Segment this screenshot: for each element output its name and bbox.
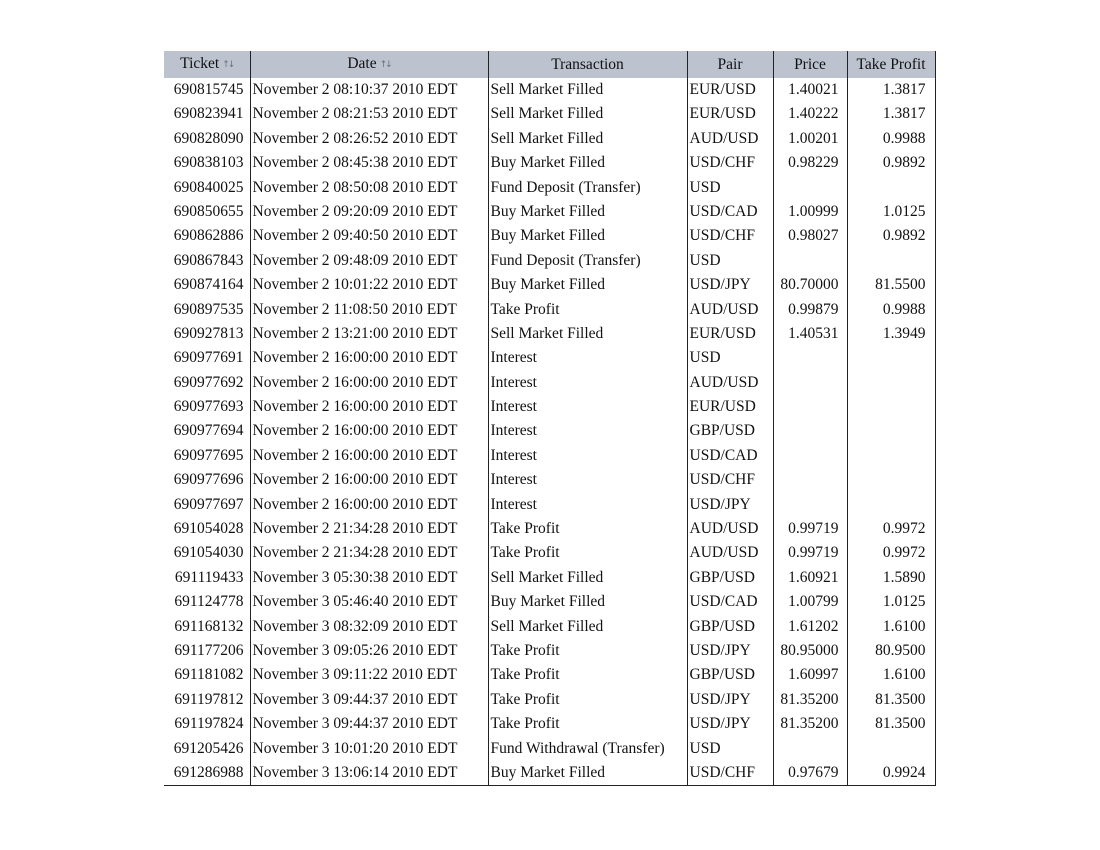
price-cell (773, 419, 847, 443)
table-row (164, 200, 935, 224)
date-cell: November 2 09:40:50 2010 EDT (250, 224, 488, 248)
ticket-cell: 690874164 (173, 276, 244, 294)
pair-cell: USD/CAD (687, 590, 773, 614)
pair-cell: USD/CAD (687, 444, 773, 468)
ticket-cell: 690977697 (173, 495, 244, 513)
date-cell: November 2 16:00:00 2010 EDT (250, 371, 488, 395)
ticket-cell: 691181082 (174, 666, 244, 684)
price-cell: 0.98027 (773, 224, 847, 248)
date-cell: November 2 16:00:00 2010 EDT (250, 419, 488, 443)
take-profit-cell (847, 737, 935, 761)
table-row (164, 493, 935, 517)
price-cell (773, 346, 847, 370)
pair-cell: USD (687, 346, 773, 370)
price-cell (773, 444, 847, 468)
table-row (164, 541, 935, 565)
date-cell: November 2 11:08:50 2010 EDT (250, 298, 488, 322)
table-row (164, 249, 935, 273)
date-cell: November 2 09:20:09 2010 EDT (250, 200, 488, 224)
price-cell (773, 468, 847, 492)
table-row (164, 102, 935, 126)
date-cell: November 3 09:11:22 2010 EDT (250, 663, 488, 687)
price-cell (773, 395, 847, 419)
transaction-cell: Sell Market Filled (488, 615, 687, 639)
pair-cell: USD/CAD (687, 200, 773, 224)
pair-cell: USD (687, 737, 773, 761)
ticket-cell: 690867843 (173, 251, 244, 269)
table-row (164, 590, 935, 614)
column-header-ticket[interactable] (164, 51, 250, 78)
ticket-cell: 691054028 (173, 520, 244, 538)
transaction-cell: Sell Market Filled (488, 78, 687, 102)
transaction-cell: Sell Market Filled (488, 127, 687, 151)
take-profit-cell (847, 176, 935, 200)
transaction-cell: Sell Market Filled (488, 566, 687, 590)
ticket-cell: 691168132 (174, 617, 244, 635)
transaction-cell: Fund Deposit (Transfer) (488, 176, 687, 200)
pair-cell: EUR/USD (687, 78, 773, 102)
pair-cell: EUR/USD (687, 322, 773, 346)
date-cell: November 2 10:01:22 2010 EDT (250, 273, 488, 297)
pair-cell: AUD/USD (687, 298, 773, 322)
pair-cell: AUD/USD (687, 127, 773, 151)
take-profit-cell: 1.3949 (847, 322, 935, 346)
ticket-cell: 690838103 (173, 154, 244, 172)
price-cell (773, 737, 847, 761)
date-cell: November 2 08:21:53 2010 EDT (250, 102, 488, 126)
date-cell: November 3 09:44:37 2010 EDT (250, 712, 488, 736)
transaction-cell: Take Profit (488, 712, 687, 736)
table-row (164, 273, 935, 297)
date-cell: November 3 09:44:37 2010 EDT (250, 688, 488, 712)
price-cell: 1.40021 (773, 78, 847, 102)
ticket-cell: 690927813 (173, 324, 244, 342)
table-row (164, 78, 935, 102)
column-header-pair: Pair (687, 51, 773, 78)
ticket-cell: 690862886 (173, 227, 244, 245)
pair-cell: AUD/USD (687, 517, 773, 541)
take-profit-cell: 81.5500 (847, 273, 935, 297)
date-cell: November 2 21:34:28 2010 EDT (250, 541, 488, 565)
sort-icon[interactable]: ↑↓ (379, 60, 391, 70)
date-cell: November 3 13:06:14 2010 EDT (250, 761, 488, 786)
take-profit-cell: 1.0125 (847, 590, 935, 614)
price-cell: 81.35200 (773, 712, 847, 736)
take-profit-cell (847, 249, 935, 273)
take-profit-cell (847, 371, 935, 395)
date-cell: November 2 08:10:37 2010 EDT (250, 78, 488, 102)
date-cell: November 2 16:00:00 2010 EDT (250, 444, 488, 468)
table-row (164, 127, 935, 151)
date-cell: November 2 16:00:00 2010 EDT (250, 346, 488, 370)
table-row (164, 151, 935, 175)
transaction-cell: Fund Withdrawal (Transfer) (488, 737, 687, 761)
ticket-cell: 690977691 (173, 349, 244, 367)
column-header-price: Price (773, 51, 847, 78)
take-profit-cell: 81.3500 (847, 712, 935, 736)
price-cell: 1.00201 (773, 127, 847, 151)
ticket-cell: 690977696 (173, 471, 244, 489)
pair-cell: AUD/USD (687, 541, 773, 565)
date-cell: November 2 16:00:00 2010 EDT (250, 493, 488, 517)
date-cell: November 3 08:32:09 2010 EDT (250, 615, 488, 639)
transaction-cell: Interest (488, 468, 687, 492)
transaction-cell: Interest (488, 444, 687, 468)
pair-cell: USD (687, 176, 773, 200)
ticket-cell: 691197824 (174, 715, 244, 733)
ticket-cell: 690977693 (173, 398, 244, 416)
date-cell: November 3 10:01:20 2010 EDT (250, 737, 488, 761)
pair-cell: USD/CHF (687, 761, 773, 786)
transaction-cell: Buy Market Filled (488, 761, 687, 786)
date-cell: November 2 08:45:38 2010 EDT (250, 151, 488, 175)
price-cell (773, 371, 847, 395)
ticket-cell: 690897535 (173, 300, 244, 318)
transaction-cell: Take Profit (488, 639, 687, 663)
price-cell: 0.98229 (773, 151, 847, 175)
table-row (164, 298, 935, 322)
transaction-cell: Interest (488, 395, 687, 419)
table-row (164, 346, 935, 370)
transaction-cell: Take Profit (488, 298, 687, 322)
sort-icon[interactable]: ↑↓ (222, 60, 234, 70)
date-cell: November 3 05:30:38 2010 EDT (250, 566, 488, 590)
price-cell: 0.97679 (773, 761, 847, 786)
table-row (164, 712, 935, 736)
table-row (164, 639, 935, 663)
pair-cell: GBP/USD (687, 419, 773, 443)
ticket-cell: 691054030 (173, 544, 244, 562)
take-profit-cell: 1.3817 (847, 78, 935, 102)
take-profit-cell: 0.9892 (847, 224, 935, 248)
pair-cell: GBP/USD (687, 615, 773, 639)
column-header-date-label: Date (347, 55, 377, 72)
take-profit-cell (847, 468, 935, 492)
price-cell: 81.35200 (773, 688, 847, 712)
transaction-cell: Take Profit (488, 663, 687, 687)
pair-cell: GBP/USD (687, 566, 773, 590)
date-cell: November 2 09:48:09 2010 EDT (250, 249, 488, 273)
table-row (164, 395, 935, 419)
ticket-cell: 691177206 (174, 641, 244, 659)
take-profit-cell: 1.0125 (847, 200, 935, 224)
column-header-transaction: Transaction (488, 51, 687, 78)
pair-cell: EUR/USD (687, 102, 773, 126)
date-cell: November 2 13:21:00 2010 EDT (250, 322, 488, 346)
ticket-cell: 690823941 (173, 105, 244, 123)
price-cell: 1.61202 (773, 615, 847, 639)
price-cell: 1.00799 (773, 590, 847, 614)
date-cell: November 3 05:46:40 2010 EDT (250, 590, 488, 614)
take-profit-cell: 0.9972 (847, 541, 935, 565)
pair-cell: USD/CHF (687, 224, 773, 248)
transaction-cell: Take Profit (488, 688, 687, 712)
pair-cell: USD/JPY (687, 493, 773, 517)
transaction-cell: Buy Market Filled (488, 200, 687, 224)
price-cell: 1.40222 (773, 102, 847, 126)
table-body (164, 78, 935, 786)
take-profit-cell: 80.9500 (847, 639, 935, 663)
take-profit-cell (847, 493, 935, 517)
price-cell: 1.40531 (773, 322, 847, 346)
ticket-cell: 690840025 (173, 178, 244, 196)
price-cell: 1.60997 (773, 663, 847, 687)
ticket-cell: 691124778 (174, 593, 244, 611)
date-cell: November 2 16:00:00 2010 EDT (250, 395, 488, 419)
table-row (164, 517, 935, 541)
pair-cell: USD/CHF (687, 151, 773, 175)
ticket-cell: 691205426 (173, 739, 244, 757)
take-profit-cell: 1.3817 (847, 102, 935, 126)
ticket-cell: 690977695 (173, 446, 244, 464)
table-row (164, 737, 935, 761)
price-cell: 80.70000 (773, 273, 847, 297)
ticket-cell: 691119433 (174, 568, 244, 586)
pair-cell: USD (687, 249, 773, 273)
transactions-table (164, 51, 936, 786)
ticket-cell: 691286988 (164, 761, 250, 786)
ticket-cell: 690977694 (173, 422, 244, 440)
price-cell: 0.99719 (773, 517, 847, 541)
transaction-cell: Fund Deposit (Transfer) (488, 249, 687, 273)
date-cell: November 2 16:00:00 2010 EDT (250, 468, 488, 492)
transaction-cell: Take Profit (488, 541, 687, 565)
pair-cell: EUR/USD (687, 395, 773, 419)
take-profit-cell: 1.6100 (847, 615, 935, 639)
table-row (164, 615, 935, 639)
take-profit-cell: 0.9924 (847, 761, 935, 786)
column-header-take-profit: Take Profit (847, 51, 935, 78)
price-cell: 0.99879 (773, 298, 847, 322)
table-row (164, 322, 935, 346)
table-row (164, 176, 935, 200)
pair-cell: USD/JPY (687, 712, 773, 736)
take-profit-cell: 1.6100 (847, 663, 935, 687)
take-profit-cell: 81.3500 (847, 688, 935, 712)
pair-cell: USD/JPY (687, 688, 773, 712)
take-profit-cell (847, 395, 935, 419)
pair-cell: GBP/USD (687, 663, 773, 687)
pair-cell: USD/JPY (687, 639, 773, 663)
table-row (164, 444, 935, 468)
take-profit-cell: 1.5890 (847, 566, 935, 590)
take-profit-cell: 0.9988 (847, 298, 935, 322)
price-cell (773, 249, 847, 273)
transaction-cell: Buy Market Filled (488, 151, 687, 175)
ticket-cell: 690815745 (173, 81, 244, 98)
table-row (164, 566, 935, 590)
transaction-cell: Take Profit (488, 517, 687, 541)
date-cell: November 2 08:26:52 2010 EDT (250, 127, 488, 151)
price-cell: 0.99719 (773, 541, 847, 565)
transaction-cell: Interest (488, 371, 687, 395)
price-cell (773, 176, 847, 200)
transaction-cell: Interest (488, 346, 687, 370)
pair-cell: USD/CHF (687, 468, 773, 492)
table-header-row (164, 51, 935, 78)
ticket-cell: 690828090 (173, 129, 244, 147)
table-row (164, 468, 935, 492)
transaction-cell: Sell Market Filled (488, 322, 687, 346)
take-profit-cell (847, 419, 935, 443)
date-cell: November 2 21:34:28 2010 EDT (250, 517, 488, 541)
take-profit-cell (847, 444, 935, 468)
pair-cell: AUD/USD (687, 371, 773, 395)
ticket-cell: 690977692 (173, 373, 244, 391)
transaction-cell: Buy Market Filled (488, 273, 687, 297)
take-profit-cell: 0.9988 (847, 127, 935, 151)
transaction-cell: Sell Market Filled (488, 102, 687, 126)
price-cell (773, 493, 847, 517)
table-row (164, 371, 935, 395)
pair-cell: USD/JPY (687, 273, 773, 297)
column-header-ticket-label: Ticket (180, 55, 220, 72)
take-profit-cell: 0.9892 (847, 151, 935, 175)
date-cell: November 2 08:50:08 2010 EDT (250, 176, 488, 200)
transaction-cell: Interest (488, 493, 687, 517)
price-cell: 1.60921 (773, 566, 847, 590)
transaction-cell: Interest (488, 419, 687, 443)
transaction-cell: Buy Market Filled (488, 590, 687, 614)
price-cell: 80.95000 (773, 639, 847, 663)
table-row (164, 761, 935, 786)
take-profit-cell (847, 346, 935, 370)
table-row (164, 224, 935, 248)
ticket-cell: 691197812 (174, 690, 244, 708)
table-row (164, 663, 935, 687)
table-row (164, 419, 935, 443)
price-cell: 1.00999 (773, 200, 847, 224)
take-profit-cell: 0.9972 (847, 517, 935, 541)
transaction-cell: Buy Market Filled (488, 224, 687, 248)
date-cell: November 3 09:05:26 2010 EDT (250, 639, 488, 663)
column-header-date[interactable] (250, 51, 488, 78)
table-row (164, 688, 935, 712)
ticket-cell: 690850655 (173, 202, 244, 220)
